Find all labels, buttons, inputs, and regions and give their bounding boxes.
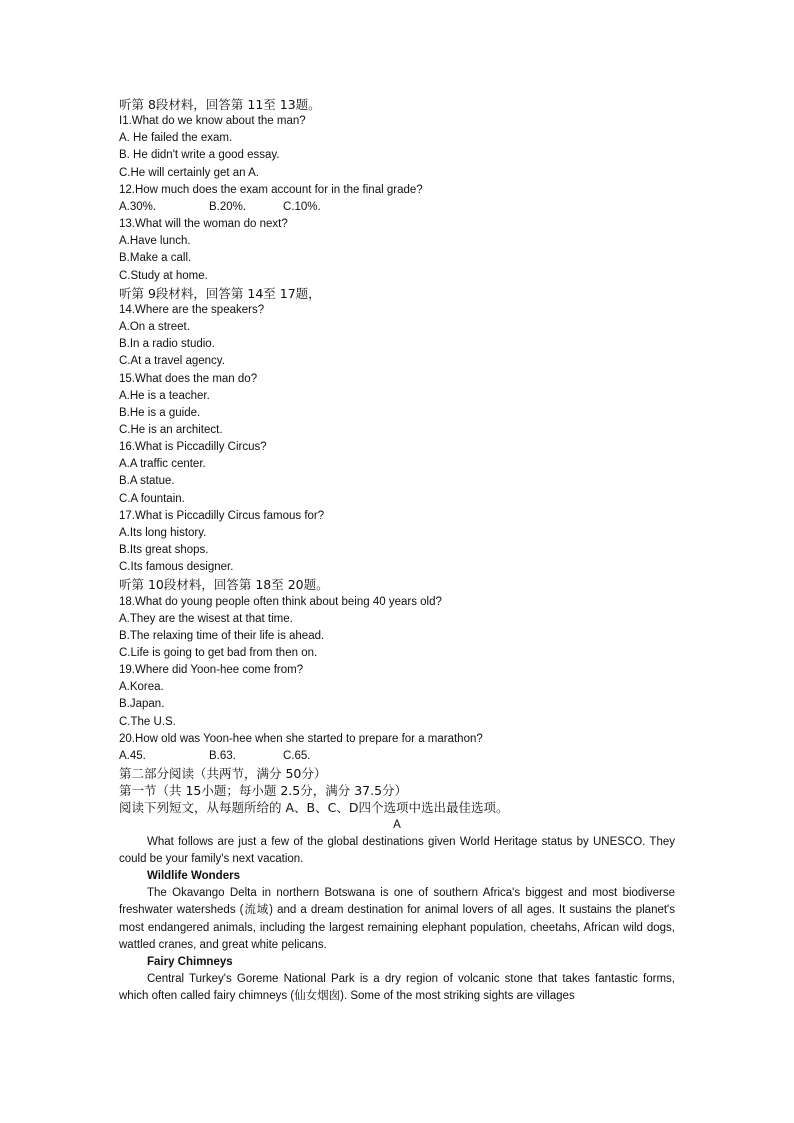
option-a: A.He is a teacher. (119, 389, 210, 402)
intro-paragraph: What follows are just a few of the global destinations given World Heritage status by UNESCO. They could be your family's next vacation. (119, 835, 675, 865)
question-14: 14.Where are the speakers? (119, 303, 265, 316)
options-row (119, 199, 675, 216)
document-page (119, 96, 675, 1005)
option-b: B.Japan. (119, 698, 165, 711)
option-c: C.He is an architect. (119, 423, 223, 436)
option-c: C.Study at home. (119, 269, 208, 282)
option-b: B.Its great shops. (119, 544, 209, 557)
option-a: A. He failed the exam. (119, 132, 233, 145)
option-c: C.At a travel agency. (119, 355, 225, 368)
question-11: I1.What do we know about the man? (119, 115, 306, 128)
section-heading: 听第 8段材料，回答第 11至 13题。 (119, 97, 321, 112)
question-18: 18.What do young people often think about being 40 years old? (119, 595, 442, 608)
passage-letter: A (393, 818, 401, 831)
option-a: A.Have lunch. (119, 235, 191, 248)
subheading: Wildlife Wonders (147, 870, 240, 883)
part-title: 第二部分阅读（共两节，满分 50分） (119, 766, 327, 782)
instruction: 阅读下列短文，从每题所给的 A、B、C、D四个选项中选出最佳选项。 (119, 800, 509, 816)
option-a: A.30%. (119, 200, 157, 213)
option-a: A.45. (119, 749, 146, 762)
option-a: A.They are the wisest at that time. (119, 612, 293, 625)
question-15: 15.What does the man do? (119, 372, 258, 385)
question-13: 13.What will the woman do next? (119, 218, 288, 231)
option-a: A.On a street. (119, 321, 190, 334)
question-17: 17.What is Piccadilly Circus famous for? (119, 509, 325, 522)
option-c: C.A fountain. (119, 492, 185, 505)
option-b: B.In a radio studio. (119, 338, 215, 351)
subheading: Fairy Chimneys (147, 955, 233, 968)
option-c: C.10%. (283, 200, 321, 213)
option-b: B.63. (209, 749, 236, 762)
option-c: C.Its famous designer. (119, 561, 234, 574)
options-row (119, 748, 675, 765)
question-12: 12.How much does the exam account for in the final grade? (119, 183, 423, 196)
question-19: 19.Where did Yoon-hee come from? (119, 664, 304, 677)
paragraph: The Okavango Delta in northern Botswana is one of southern Africa's biggest and most biodiverse freshwater watersheds (流域) and a dream destination for animal lovers of all ages. It sustains the planet's most endangered animals, including the largest remaining elephant population, cheetahs, African wild dogs, wattled cranes, and great white pelicans. (119, 887, 675, 951)
option-b: B.Make a call. (119, 252, 192, 265)
option-a: A.Korea. (119, 681, 164, 694)
option-b: B. He didn't write a good essay. (119, 149, 280, 162)
option-c: C.He will certainly get an A. (119, 166, 259, 179)
option-c: C.The U.S. (119, 715, 176, 728)
question-16: 16.What is Piccadilly Circus? (119, 441, 267, 454)
option-b: B.A statue. (119, 475, 175, 488)
section-heading: 听第 9段材料，回答第 14至 17题， (119, 285, 321, 301)
option-b: B.20%. (209, 200, 247, 213)
question-20: 20.How old was Yoon-hee when she started to prepare for a marathon? (119, 732, 483, 745)
option-c: C.65. (283, 749, 311, 762)
section-title: 第一节（共 15小题；每小题 2.5分，满分 37.5分） (119, 783, 408, 799)
paragraph: Central Turkey's Goreme National Park is a dry region of volcanic stone that takes fantastic forms, which often called fairy chimneys (仙女烟囱). Some of the most striking sights are villages (119, 972, 675, 1003)
option-b: B.The relaxing time of their life is ahead. (119, 629, 325, 642)
option-a: A.Its long history. (119, 526, 207, 539)
option-b: B.He is a guide. (119, 406, 201, 419)
section-heading: 听第 10段材料，回答第 18至 20题。 (119, 577, 329, 593)
option-c: C.Life is going to get bad from then on. (119, 647, 318, 659)
option-a: A.A traffic center. (119, 458, 206, 471)
